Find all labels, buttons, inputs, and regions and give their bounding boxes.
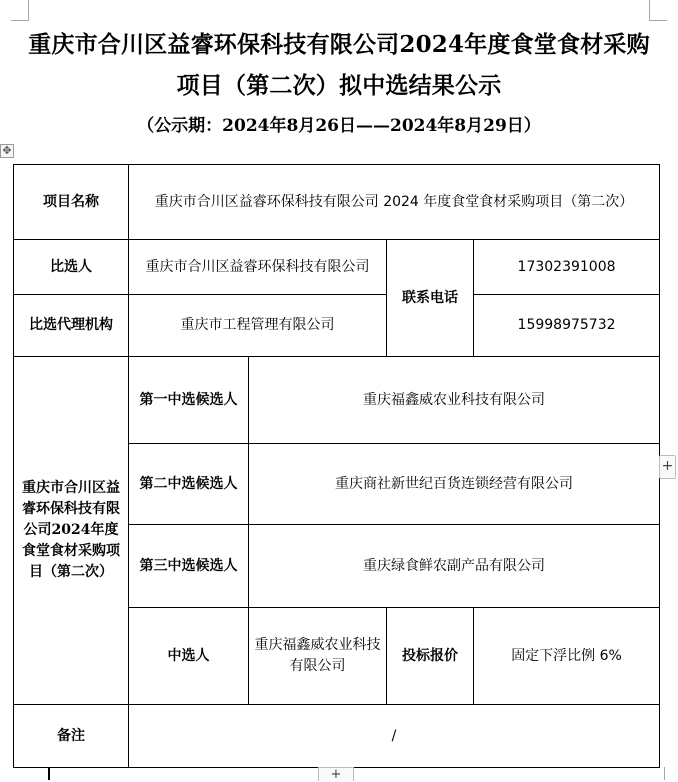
winner-label: 中选人: [129, 608, 249, 705]
add-row-plus-icon[interactable]: +: [659, 455, 676, 479]
candidate-1-value: 重庆福鑫威农业科技有限公司: [249, 357, 660, 444]
candidate-3-label: 第三中选候选人: [129, 525, 249, 608]
selector-phone: 17302391008: [474, 240, 660, 295]
bid-value: 固定下浮比例 6%: [474, 608, 660, 705]
phone-label: 联系电话: [387, 240, 474, 357]
agency-value: 重庆市工程管理有限公司: [129, 295, 387, 357]
table-row-agency: [14, 295, 660, 357]
bid-label: 投标报价: [387, 608, 474, 705]
add-column-plus-icon[interactable]: +: [318, 767, 354, 781]
candidate-1-label: 第一中选候选人: [129, 357, 249, 444]
result-table: [13, 164, 660, 768]
selector-value: 重庆市合川区益睿环保科技有限公司: [129, 240, 387, 295]
margin-corner-top-right: [649, 0, 667, 21]
page-title-line-1: 重庆市合川区益睿环保科技有限公司2024年度食堂食材采购: [28, 31, 650, 58]
table-row-project-name: [14, 165, 660, 240]
candidate-2-label: 第二中选候选人: [129, 444, 249, 525]
table-row-remarks: [14, 705, 660, 768]
table-row-selector: [14, 240, 660, 295]
candidate-3-value: 重庆绿食鲜农副产品有限公司: [249, 525, 660, 608]
project-name-value: 重庆市合川区益睿环保科技有限公司 2024 年度食堂食材采购项目（第二次）: [129, 165, 660, 240]
page-title-line-2: 项目（第二次）拟中选结果公示: [176, 72, 502, 99]
candidate-2-value: 重庆商社新世纪百货连锁经营有限公司: [249, 444, 660, 525]
remarks-value: /: [129, 705, 660, 768]
table-move-handle-icon[interactable]: ✥: [0, 144, 14, 158]
project-name-label: 项目名称: [14, 165, 129, 240]
right-margin-guide: [664, 767, 665, 780]
publicity-period: （公示期：2024年8月26日——2024年8月29日）: [137, 116, 541, 136]
agency-label: 比选代理机构: [14, 295, 129, 357]
margin-corner-top-left: [11, 0, 29, 21]
project-side-label: 重庆市合川区益睿环保科技有限公司2024年度食堂食材采购项目（第二次）: [14, 357, 129, 705]
table-row-candidate-1: [14, 357, 660, 444]
left-margin-guide: [48, 767, 50, 780]
agency-phone: 15998975732: [474, 295, 660, 357]
remarks-label: 备注: [14, 705, 129, 768]
selector-label: 比选人: [14, 240, 129, 295]
winner-value: 重庆福鑫威农业科技有限公司: [249, 608, 387, 705]
